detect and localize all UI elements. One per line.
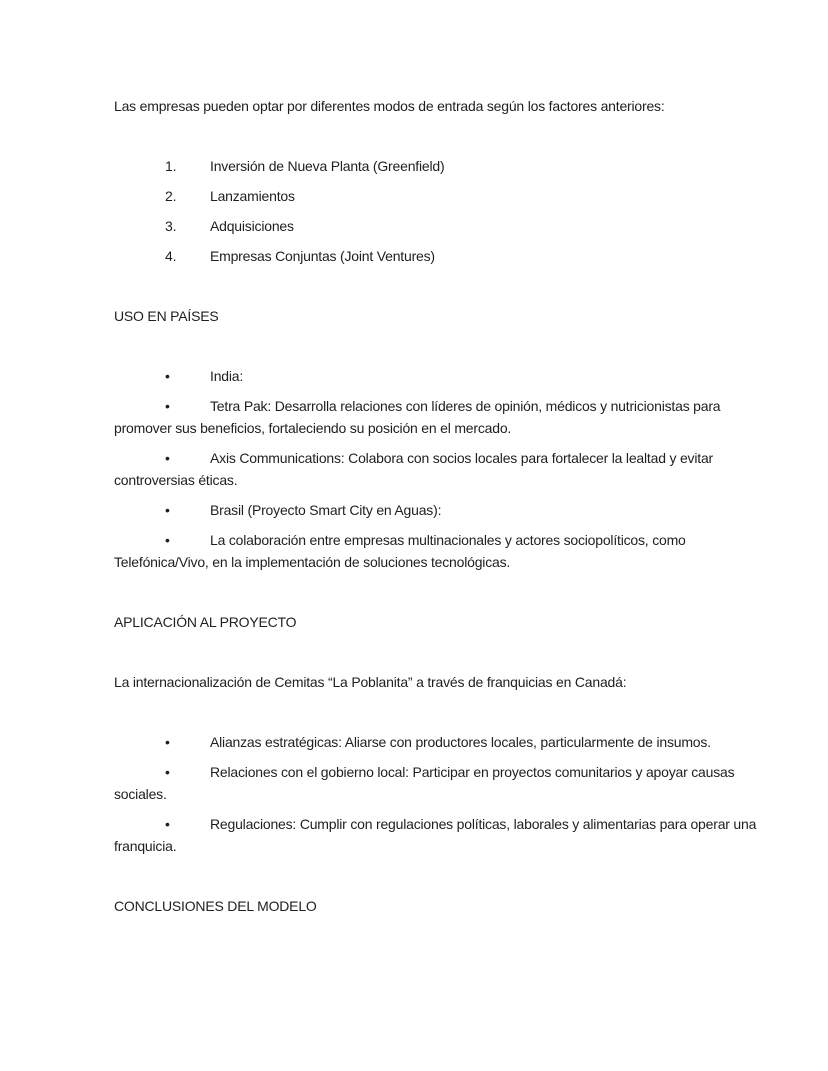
bullet-icon: • (165, 450, 170, 466)
bullet-list-item (114, 529, 778, 573)
bullet-icon: • (165, 734, 170, 750)
bullet-icon: • (165, 532, 170, 548)
list-number: 1. (165, 158, 177, 174)
section-heading-uso-en-paises: USO EN PAÍSES (114, 308, 219, 324)
numbered-list-item (114, 155, 778, 177)
bullet-list-item (114, 731, 778, 753)
bullet-icon: • (165, 398, 170, 414)
intro-paragraph: Las empresas pueden optar por diferentes modos de entrada según los factores anteriores: (114, 98, 665, 114)
list-number: 3. (165, 218, 177, 234)
bullet-icon: • (165, 502, 170, 518)
bullet-list-item (114, 395, 778, 439)
bullet-list-item (114, 365, 778, 387)
list-item-text: Regulaciones: Cumplir con regulaciones políticas, laborales y alimentarias para operar una franquicia. (114, 816, 757, 854)
bullet-list-item (114, 813, 778, 857)
numbered-list-item (114, 215, 778, 237)
list-item-text: Empresas Conjuntas (Joint Ventures) (210, 248, 435, 264)
list-number: 2. (165, 188, 177, 204)
list-item-text: Axis Communications: Colabora con socios locales para fortalecer la lealtad y evitar controversias éticas. (114, 450, 713, 488)
list-item-text: Lanzamientos (210, 188, 295, 204)
list-item-text: Adquisiciones (210, 218, 294, 234)
bullet-icon: • (165, 816, 170, 832)
list-item-text: Relaciones con el gobierno local: Participar en proyectos comunitarios y apoyar causas sociales. (114, 764, 735, 802)
numbered-list-item (114, 185, 778, 207)
bullet-list-item (114, 761, 778, 805)
aplicacion-intro-paragraph: La internacionalización de Cemitas “La Poblanita” a través de franquicias en Canadá: (114, 674, 627, 690)
list-item-text: Inversión de Nueva Planta (Greenfield) (210, 158, 445, 174)
bullet-icon: • (165, 368, 170, 384)
section-heading-aplicacion-al-proyecto: APLICACIÓN AL PROYECTO (114, 614, 297, 630)
bullet-icon: • (165, 764, 170, 780)
bullet-list-item (114, 447, 778, 491)
list-item-text: Alianzas estratégicas: Aliarse con productores locales, particularmente de insumos. (210, 734, 711, 750)
list-item-text: La colaboración entre empresas multinacionales y actores sociopolíticos, como Telefónica/Vivo, en la implementación de soluciones tecnológicas. (114, 532, 686, 570)
list-item-text: Brasil (Proyecto Smart City en Aguas): (210, 502, 442, 518)
list-number: 4. (165, 248, 177, 264)
section-heading-conclusiones-del-modelo: CONCLUSIONES DEL MODELO (114, 898, 317, 914)
list-item-text: India: (210, 368, 244, 384)
list-item-text: Tetra Pak: Desarrolla relaciones con líderes de opinión, médicos y nutricionistas para promover sus beneficios, fortaleciendo su posición en el mercado. (114, 398, 721, 436)
bullet-list-item (114, 499, 778, 521)
numbered-list-item (114, 245, 778, 267)
